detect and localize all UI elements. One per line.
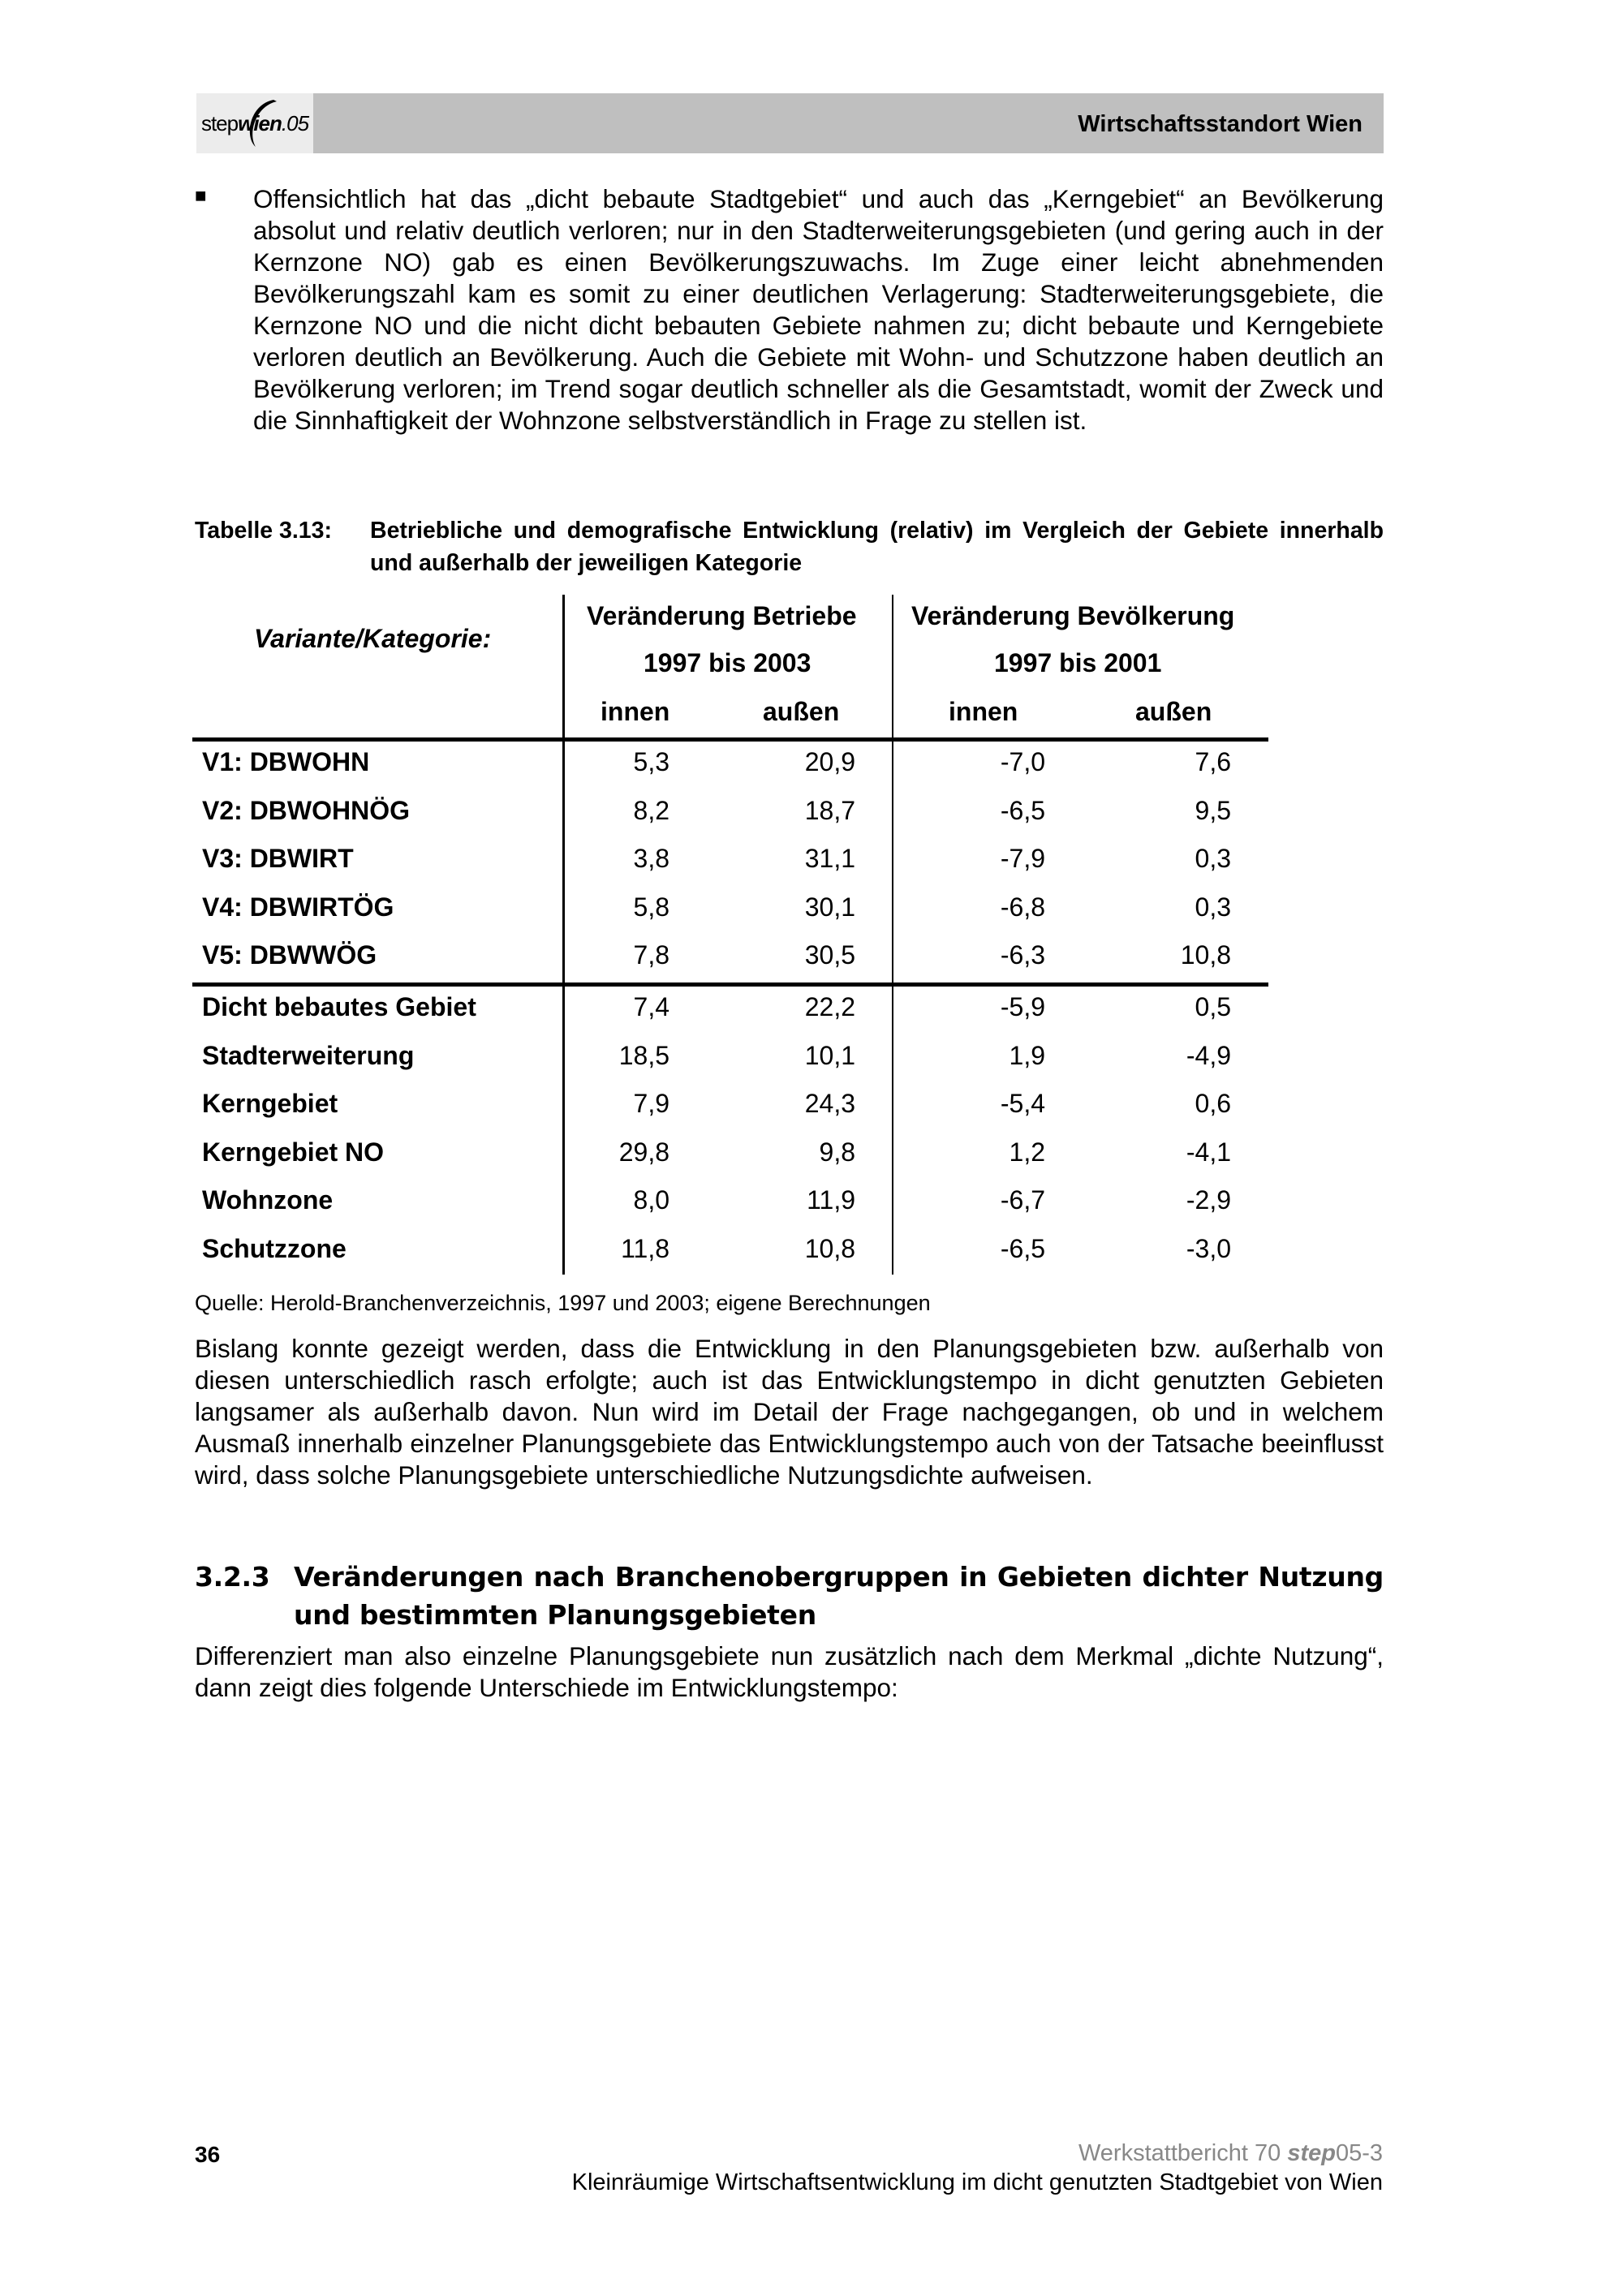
subheader-aussen: außen bbox=[1135, 697, 1212, 726]
table-cell: 0,6 bbox=[1195, 1089, 1231, 1118]
table-cell: 30,1 bbox=[804, 892, 855, 922]
table-cell: -7,9 bbox=[1000, 844, 1045, 873]
table-cell: 7,6 bbox=[1195, 747, 1231, 776]
logo-swoosh-icon bbox=[241, 97, 282, 150]
row-label: Kerngebiet bbox=[202, 1089, 338, 1118]
row-label: V2: DBWOHNÖG bbox=[202, 795, 410, 825]
table-cell: -4,9 bbox=[1186, 1040, 1231, 1070]
table-cell: 1,2 bbox=[1009, 1137, 1045, 1167]
subheader-innen: innen bbox=[601, 697, 670, 726]
group-period-bevoelkerung: 1997 bis 2001 bbox=[994, 648, 1162, 677]
section-title: Veränderungen nach Branchenobergruppen in Gebieten dichter Nutzung und bestimmten Planungsgebieten bbox=[294, 1561, 1384, 1631]
table-cell: 11,8 bbox=[621, 1233, 669, 1263]
table-cell: 11,9 bbox=[807, 1185, 855, 1215]
table-cell: 9,8 bbox=[819, 1137, 855, 1167]
section-number: 3.2.3 bbox=[195, 1561, 270, 1593]
caption-number: Tabelle 3.13: bbox=[195, 518, 332, 544]
table-divider bbox=[562, 595, 565, 1275]
table-cell: 7,4 bbox=[633, 992, 669, 1021]
column-header-category: Variante/Kategorie: bbox=[254, 624, 492, 653]
table-divider bbox=[892, 595, 893, 1275]
table-cell: 0,5 bbox=[1195, 992, 1231, 1021]
table-cell: -7,0 bbox=[1000, 747, 1045, 776]
logo-text: wien bbox=[238, 110, 282, 135]
header-title: Wirtschaftsstandort Wien bbox=[1078, 111, 1363, 137]
table-cell: -4,1 bbox=[1186, 1137, 1231, 1167]
page-header bbox=[196, 93, 1384, 153]
table-cell: 9,5 bbox=[1195, 795, 1231, 825]
stepwien-logo bbox=[196, 93, 313, 153]
row-label: V3: DBWIRT bbox=[202, 844, 354, 873]
footer-series-text: Werkstattbericht 70 bbox=[1078, 2140, 1288, 2166]
group-period-betriebe: 1997 bis 2003 bbox=[644, 648, 812, 677]
subheader-innen: innen bbox=[949, 697, 1018, 726]
table-cell: -5,4 bbox=[1000, 1089, 1045, 1118]
table-cell: 1,9 bbox=[1009, 1040, 1045, 1070]
table-cell: 8,2 bbox=[633, 795, 669, 825]
table-source: Quelle: Herold-Branchenverzeichnis, 1997 und 2003; eigene Berechnungen bbox=[195, 1291, 931, 1315]
table-rule bbox=[192, 737, 1268, 742]
group-header-betriebe: Veränderung Betriebe bbox=[587, 601, 857, 630]
table-cell: 5,3 bbox=[633, 747, 669, 776]
paragraph: Bislang konnte gezeigt werden, dass die Entwicklung in den Planungsgebieten bzw. außerhalb von diesen unterschiedlich rasch erfolgte; auch ist das Entwicklungstempo in dicht genutzten Gebieten langsamer als außerhalb davon. Nun wird im Detail der Frage nachgegangen, ob und in welchem Ausmaß innerhalb einzelner Planungsgebiete das Entwicklungstempo auch von der Tatsache beeinflusst wird, dass solche Planungsgebiete unterschiedliche Nutzungsdichte aufweisen. bbox=[195, 1334, 1384, 1490]
table-cell: 30,5 bbox=[804, 940, 855, 970]
table-cell: -5,9 bbox=[1000, 992, 1045, 1021]
row-label: Wohnzone bbox=[202, 1185, 334, 1215]
table-caption bbox=[195, 514, 1384, 579]
logo-text: step bbox=[200, 110, 239, 135]
table-cell: -6,5 bbox=[1000, 1233, 1045, 1263]
table-cell: 29,8 bbox=[618, 1137, 669, 1167]
table-cell: 5,8 bbox=[633, 892, 669, 922]
table-cell: 10,1 bbox=[804, 1040, 855, 1070]
table-cell: 0,3 bbox=[1195, 844, 1231, 873]
table-cell: 31,1 bbox=[804, 844, 855, 873]
paragraph: Differenziert man also einzelne Planungsgebiete nun zusätzlich nach dem Merkmal „dichte Nutzung“, dann zeigt dies folgende Unterschiede im Entwicklungstempo: bbox=[195, 1641, 1384, 1702]
logo-text: .05 bbox=[281, 110, 309, 135]
row-label: Stadterweiterung bbox=[202, 1040, 415, 1070]
row-label: V4: DBWIRTÖG bbox=[202, 892, 394, 922]
table-cell: 7,9 bbox=[633, 1089, 669, 1118]
table-cell: 10,8 bbox=[1180, 940, 1231, 970]
table-cell: -6,7 bbox=[1000, 1185, 1045, 1215]
bullet-icon: ■ bbox=[195, 185, 207, 207]
table-cell: 22,2 bbox=[804, 992, 855, 1021]
table-cell: 20,9 bbox=[804, 747, 855, 776]
row-label: V5: DBWWÖG bbox=[202, 940, 377, 970]
row-label: Dicht bebautes Gebiet bbox=[202, 992, 476, 1021]
table-cell: -3,0 bbox=[1186, 1233, 1231, 1263]
table-cell: -6,3 bbox=[1000, 940, 1045, 970]
row-label: Kerngebiet NO bbox=[202, 1137, 385, 1167]
table-cell: 3,8 bbox=[633, 844, 669, 873]
table-cell: 10,8 bbox=[804, 1233, 855, 1263]
table-cell: 8,0 bbox=[633, 1185, 669, 1215]
table-cell: -6,5 bbox=[1000, 795, 1045, 825]
group-header-bevoelkerung: Veränderung Bevölkerung bbox=[911, 601, 1235, 630]
page-number: 36 bbox=[195, 2142, 221, 2167]
table-cell: -2,9 bbox=[1186, 1185, 1231, 1215]
bullet-paragraph: Offensichtlich hat das „dicht bebaute Stadtgebiet“ und auch das „Kerngebiet“ an Bevölkerung absolut und relativ deutlich verloren; nur in den Stadterweiterungsgebieten (und gering auch in der Kernzone NO) gab es einen Bevölkerungszuwachs. Im Zuge einer leicht abnehmenden Bevölkerungszahl kam es somit zu einer deutlichen Verlagerung: Stadterweiterungsgebiete, die Kernzone NO und die nicht dicht bebauten Gebiete nahmen zu; dicht bebaute und Kerngebiete verloren deutlich an Bevölkerung. Auch die Gebiete mit Wohn- und Schutzzone haben deutlich an Bevölkerung verloren; im Trend sogar deutlich schneller als die Gesamtstadt, womit der Zweck und die Sinnhaftigkeit der Wohnzone selbstverständlich in Frage zu stellen ist. bbox=[253, 184, 1384, 435]
subheader-aussen: außen bbox=[763, 697, 840, 726]
table-cell: 24,3 bbox=[804, 1089, 855, 1118]
table-cell: 18,5 bbox=[618, 1040, 669, 1070]
table-rule bbox=[192, 982, 1268, 987]
table-cell: -6,8 bbox=[1000, 892, 1045, 922]
section-heading bbox=[195, 1558, 1384, 1634]
table-cell: 18,7 bbox=[804, 795, 855, 825]
footer-series-text: step bbox=[1287, 2140, 1336, 2166]
footer-series bbox=[1078, 2140, 1383, 2167]
data-table bbox=[192, 595, 1268, 1275]
table-cell: 7,8 bbox=[633, 940, 669, 970]
caption-text: Betriebliche und demografische Entwicklung (relativ) im Vergleich der Gebiete innerhalb und außerhalb der jeweiligen Kategorie bbox=[370, 518, 1384, 576]
footer-series-text: 05-3 bbox=[1335, 2140, 1383, 2166]
table-cell: 0,3 bbox=[1195, 892, 1231, 922]
row-label: Schutzzone bbox=[202, 1233, 347, 1263]
footer-title: Kleinräumige Wirtschaftsentwicklung im dicht genutzten Stadtgebiet von Wien bbox=[571, 2169, 1383, 2195]
row-label: V1: DBWOHN bbox=[202, 747, 370, 776]
